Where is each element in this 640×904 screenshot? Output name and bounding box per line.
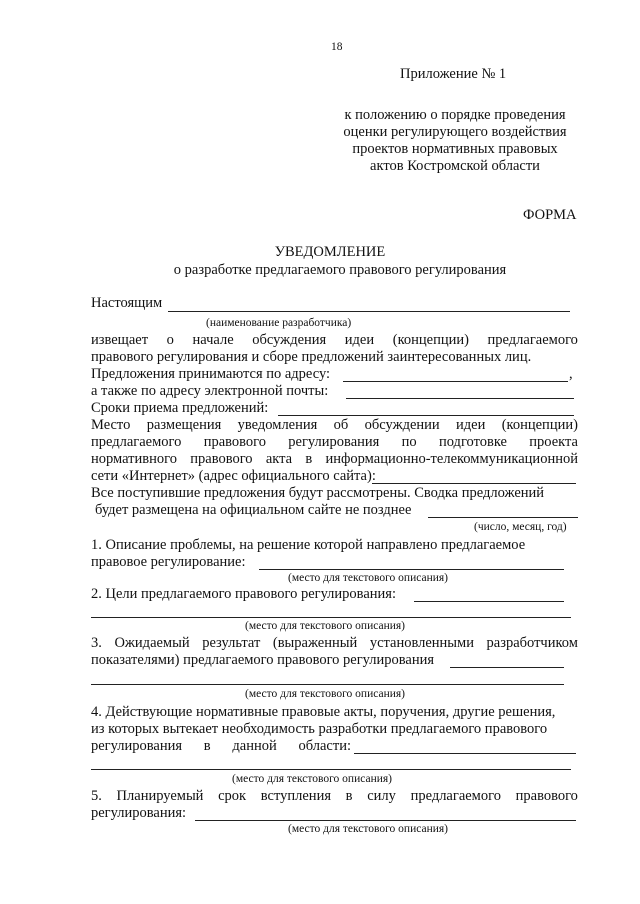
word: 5. bbox=[91, 788, 102, 804]
placement-line-2 bbox=[91, 434, 578, 451]
word: регулирования bbox=[91, 738, 183, 754]
placement-line-1 bbox=[91, 417, 578, 434]
word: начале bbox=[192, 332, 234, 348]
appendix-line: к положению о порядке проведения bbox=[344, 107, 566, 123]
address-field[interactable] bbox=[343, 381, 568, 382]
section-3-line-1 bbox=[91, 635, 578, 652]
address-label: Предложения принимаются по адресу: bbox=[91, 366, 331, 382]
word: акта bbox=[265, 451, 293, 467]
word: силу bbox=[367, 788, 396, 804]
section-5-line-1 bbox=[91, 788, 578, 805]
word: вступления bbox=[260, 788, 331, 804]
word: о bbox=[166, 332, 174, 348]
section-1-line-2: правовое регулирование: bbox=[91, 554, 246, 570]
section-4-field-b[interactable] bbox=[91, 769, 571, 770]
email-label: а также по адресу электронной почты: bbox=[91, 383, 329, 399]
appendix-line: проектов нормативных правовых bbox=[352, 141, 558, 157]
appendix-line: актов Костромской области bbox=[370, 158, 540, 174]
word: (концепции) bbox=[392, 332, 469, 348]
word: информационно-телекоммуникационной bbox=[325, 451, 578, 467]
section-3-caption: (место для текстового описания) bbox=[245, 688, 406, 700]
summary-line-1: Все поступившие предложения будут рассмотрены. Сводка предложений bbox=[91, 485, 545, 501]
word: в bbox=[203, 738, 211, 754]
word: установленными bbox=[369, 635, 474, 651]
section-2-caption: (место для текстового описания) bbox=[245, 620, 406, 632]
word: Планируемый bbox=[116, 788, 204, 804]
word: предлагаемого bbox=[91, 434, 182, 450]
section-5-caption: (место для текстового описания) bbox=[288, 823, 449, 835]
section-2-line-1: 2. Цели предлагаемого правового регулирования: bbox=[91, 586, 396, 602]
placement-line-4: сети «Интернет» (адрес официального сайта): bbox=[91, 468, 376, 484]
section-2-field-b[interactable] bbox=[91, 617, 571, 618]
section-4-line-2: из которых вытекает необходимость разработки предлагаемого правового bbox=[91, 721, 548, 737]
website-field[interactable] bbox=[372, 483, 576, 484]
form-label: ФОРМА bbox=[523, 207, 577, 223]
section-1-line-1: 1. Описание проблемы, на решение которой направлено предлагаемое bbox=[91, 537, 526, 553]
date-caption: (число, месяц, год) bbox=[474, 521, 567, 533]
word: предлагаемого bbox=[487, 332, 578, 348]
word: обсуждении bbox=[364, 417, 440, 433]
word: (концепции) bbox=[501, 417, 578, 433]
document-title: УВЕДОМЛЕНИЕ bbox=[274, 244, 386, 260]
word: Место bbox=[91, 417, 131, 433]
word: правового bbox=[203, 434, 266, 450]
word: в bbox=[345, 788, 353, 804]
word: предлагаемого bbox=[410, 788, 501, 804]
deadline-field[interactable] bbox=[278, 415, 574, 416]
word: нормативного bbox=[91, 451, 177, 467]
word: (выраженный bbox=[272, 635, 358, 651]
date-field[interactable] bbox=[428, 517, 578, 518]
developer-name-field[interactable] bbox=[168, 311, 570, 312]
appendix-title: Приложение № 1 bbox=[400, 66, 507, 82]
word: размещения bbox=[146, 417, 222, 433]
word: регулирования bbox=[288, 434, 380, 450]
section-4-line-3 bbox=[91, 738, 351, 755]
word: Ожидаемый bbox=[114, 635, 190, 651]
document-subtitle: о разработке предлагаемого правового регулирования bbox=[173, 262, 507, 278]
notify-line-1 bbox=[91, 332, 578, 349]
word: срок bbox=[218, 788, 247, 804]
section-4-field-a[interactable] bbox=[354, 753, 576, 754]
word: идеи bbox=[344, 332, 375, 348]
word: правового bbox=[190, 451, 253, 467]
page-number: 18 bbox=[331, 41, 343, 53]
word: уведомления bbox=[237, 417, 318, 433]
section-2-field-a[interactable] bbox=[414, 601, 564, 602]
notify-line-2: правового регулирования и сборе предложений заинтересованных лиц. bbox=[91, 349, 532, 365]
section-5-field[interactable] bbox=[195, 820, 576, 821]
word: об bbox=[333, 417, 349, 433]
section-3-field-b[interactable] bbox=[91, 684, 564, 685]
word: результат bbox=[202, 635, 261, 651]
word: проекта bbox=[529, 434, 578, 450]
intro-label: Настоящим bbox=[91, 295, 163, 311]
email-field[interactable] bbox=[346, 398, 574, 399]
word: разработчиком bbox=[486, 635, 578, 651]
section-4-caption: (место для текстового описания) bbox=[232, 773, 393, 785]
summary-line-2: будет размещена на официальном сайте не позднее bbox=[95, 502, 412, 518]
word: извещает bbox=[91, 332, 149, 348]
appendix-line: оценки регулирующего воздействия bbox=[343, 124, 567, 140]
placement-line-3 bbox=[91, 451, 578, 468]
address-comma: , bbox=[569, 366, 573, 382]
word: в bbox=[305, 451, 313, 467]
word: подготовке bbox=[438, 434, 507, 450]
word: обсуждения bbox=[252, 332, 327, 348]
word: 3. bbox=[91, 635, 102, 651]
word: области: bbox=[298, 738, 351, 754]
section-1-caption: (место для текстового описания) bbox=[288, 572, 449, 584]
word: идеи bbox=[456, 417, 486, 433]
section-1-field[interactable] bbox=[259, 569, 564, 570]
section-5-line-2: регулирования: bbox=[91, 805, 187, 821]
section-3-field-a[interactable] bbox=[450, 667, 564, 668]
deadline-label: Сроки приема предложений: bbox=[91, 400, 269, 416]
section-3-line-2: показателями) предлагаемого правового регулирования bbox=[91, 652, 435, 668]
word: данной bbox=[232, 738, 277, 754]
section-4-line-1: 4. Действующие нормативные правовые акты, поручения, другие решения, bbox=[91, 704, 556, 720]
developer-caption: (наименование разработчика) bbox=[206, 317, 352, 329]
word: по bbox=[401, 434, 417, 450]
word: правового bbox=[515, 788, 578, 804]
